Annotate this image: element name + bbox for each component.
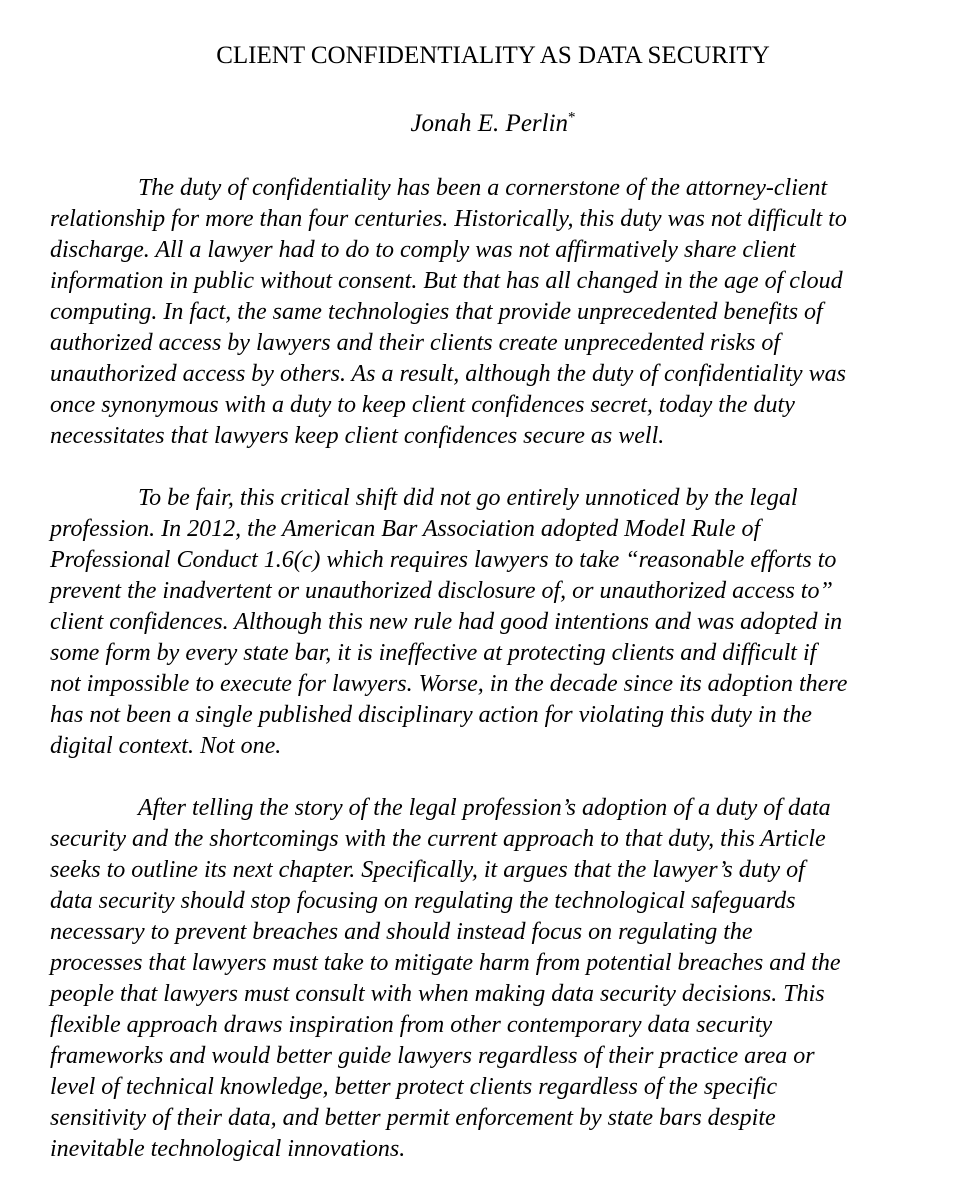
paragraph-line: authorized access by lawyers and their clients create unprecedented risks of <box>50 330 781 356</box>
paragraph-line: Professional Conduct 1.6(c) which requires lawyers to take “reasonable efforts to <box>50 547 837 573</box>
paragraph-line: computing. In fact, the same technologies that provide unprecedented benefits of <box>50 299 823 325</box>
author-footnote-marker: * <box>568 109 576 126</box>
paragraph-line: To be fair, this critical shift did not go entirely unnoticed by the legal <box>138 485 798 511</box>
author-name: Jonah E. Perlin <box>410 110 569 137</box>
paragraph-line: discharge. All a lawyer had to do to comply was not affirmatively share client <box>50 237 796 263</box>
paragraph-line: has not been a single published disciplinary action for violating this duty in the <box>50 702 812 728</box>
abstract <box>50 173 950 1196</box>
paragraph-line: some form by every state bar, it is ineffective at protecting clients and difficult if <box>50 640 817 666</box>
paragraph-line: seeks to outline its next chapter. Specifically, it argues that the lawyer’s duty of <box>50 857 805 883</box>
paragraph-line: people that lawyers must consult with when making data security decisions. This <box>50 981 825 1007</box>
paragraph-line: digital context. Not one. <box>50 733 282 759</box>
paragraph-line: After telling the story of the legal profession’s adoption of a duty of data <box>138 795 831 821</box>
paragraph-line: relationship for more than four centuries. Historically, this duty was not difficult to <box>50 206 847 232</box>
paragraph-line: inevitable technological innovations. <box>50 1136 406 1162</box>
author-line <box>0 108 980 140</box>
paragraph-line: once synonymous with a duty to keep client confidences secret, today the duty <box>50 392 795 418</box>
paragraph-line: processes that lawyers must take to mitigate harm from potential breaches and the <box>50 950 841 976</box>
paragraph-line: unauthorized access by others. As a result, although the duty of confidentiality was <box>50 361 846 387</box>
paragraph-line: security and the shortcomings with the current approach to that duty, this Article <box>50 826 826 852</box>
paragraph-line: not impossible to execute for lawyers. Worse, in the decade since its adoption there <box>50 671 848 697</box>
paragraph-line: information in public without consent. But that has all changed in the age of cloud <box>50 268 843 294</box>
paragraph-line: necessary to prevent breaches and should instead focus on regulating the <box>50 919 753 945</box>
abstract-paragraph-2 <box>50 483 950 762</box>
paragraph-line: prevent the inadvertent or unauthorized disclosure of, or unauthorized access to” <box>50 578 833 604</box>
paragraph-line: necessitates that lawyers keep client confidences secure as well. <box>50 423 665 449</box>
paragraph-line: frameworks and would better guide lawyers regardless of their practice area or <box>50 1043 815 1069</box>
paragraph-line: data security should stop focusing on regulating the technological safeguards <box>50 888 796 914</box>
paragraph-line: flexible approach draws inspiration from other contemporary data security <box>50 1012 773 1038</box>
abstract-paragraph-3 <box>50 793 950 1165</box>
paragraph-line: profession. In 2012, the American Bar Association adopted Model Rule of <box>50 516 761 542</box>
paragraph-line: The duty of confidentiality has been a cornerstone of the attorney-client <box>138 175 828 201</box>
paragraph-line: sensitivity of their data, and better permit enforcement by state bars despite <box>50 1105 776 1131</box>
paragraph-line: client confidences. Although this new rule had good intentions and was adopted in <box>50 609 843 635</box>
abstract-paragraph-1 <box>50 173 950 452</box>
article-title: CLIENT CONFIDENTIALITY AS DATA SECURITY <box>216 42 770 69</box>
paragraph-line: level of technical knowledge, better protect clients regardless of the specific <box>50 1074 778 1100</box>
